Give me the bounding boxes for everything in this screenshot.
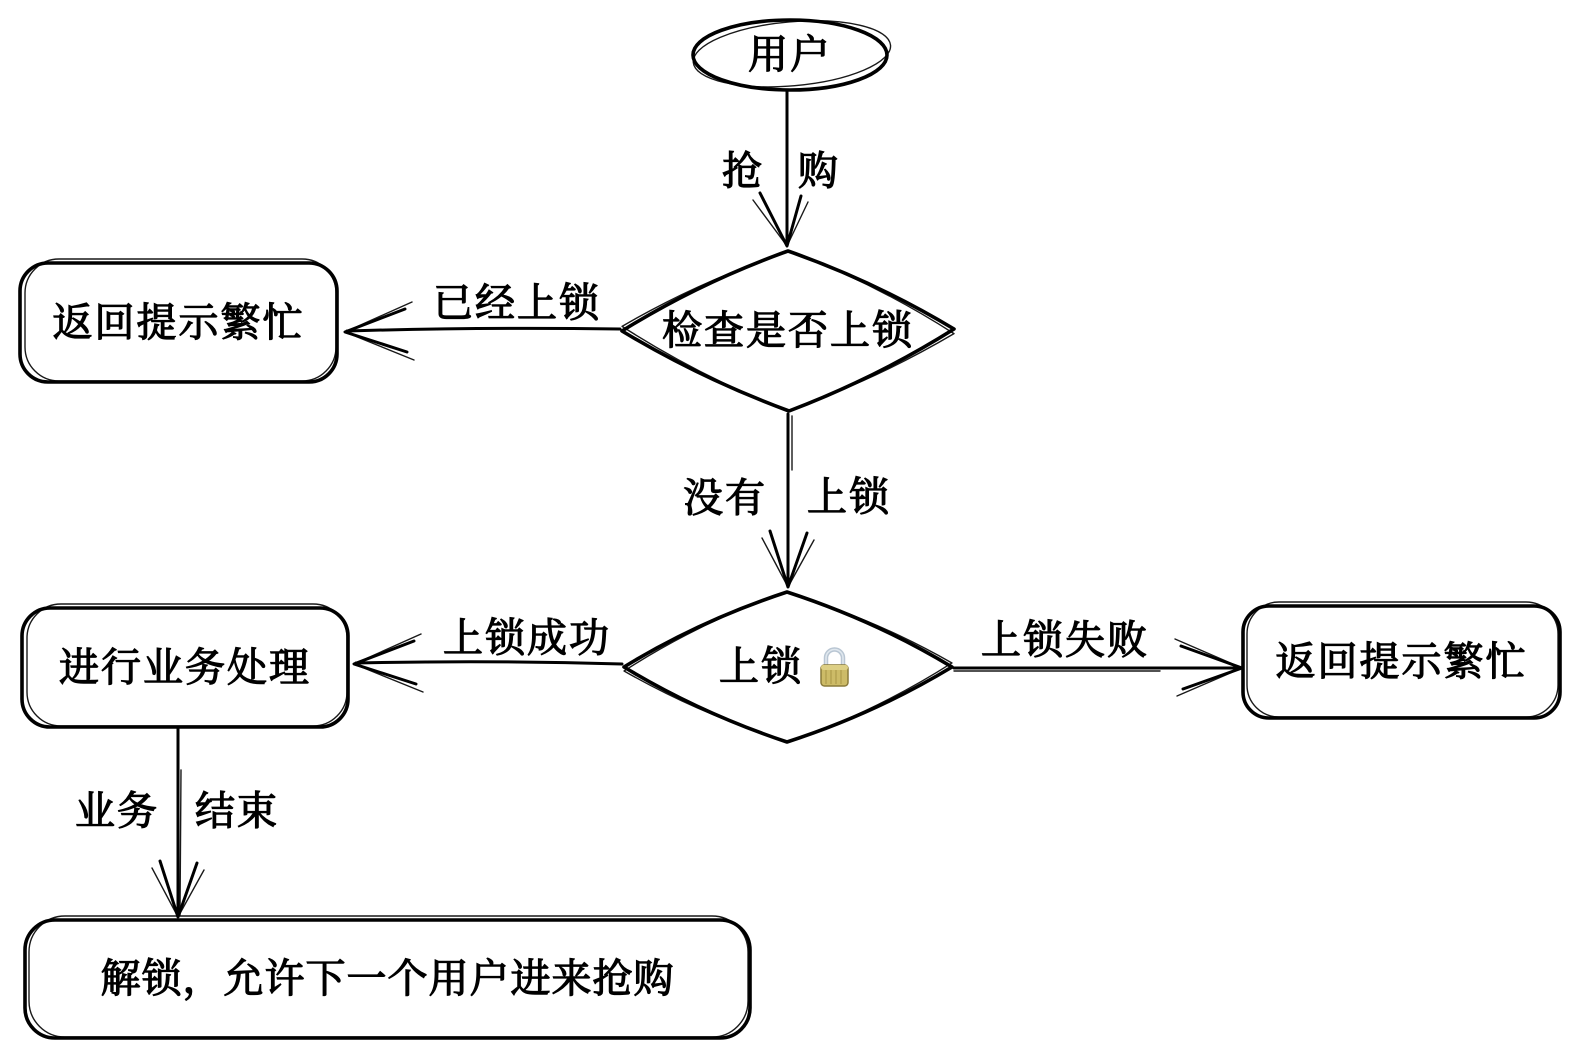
node-check-lock [622, 251, 954, 411]
node-lock [624, 592, 952, 742]
edge-lock-to-busy-right-label: 上锁失败 [981, 618, 1149, 663]
edge-process-to-unlock-label-right: 结束 [195, 789, 279, 834]
node-lock-label: 上锁 [719, 645, 803, 689]
node-busy-right [1243, 606, 1560, 718]
edge-check-to-busy-left-label: 已经上锁 [433, 281, 601, 326]
node-busy-right-label: 返回提示繁忙 [1275, 640, 1528, 684]
edge-check-to-lock-label-left: 没有 [683, 476, 767, 521]
node-unlock-label: 解锁，允许下一个用户进来抢购 [100, 957, 675, 1001]
node-process-label: 进行业务处理 [59, 645, 311, 690]
node-busy-left-label: 返回提示繁忙 [52, 300, 305, 345]
edge-process-to-unlock-label-left: 业务 [75, 789, 159, 834]
edge-user-to-check-label-right: 购 [798, 149, 840, 194]
node-process [22, 608, 348, 727]
node-user-label: 用户 [748, 33, 832, 77]
edge-user-to-check-label-left: 抢 [722, 149, 764, 194]
edge-lock-to-process-label: 上锁成功 [443, 616, 611, 661]
node-check-lock-label: 检查是否上锁 [662, 309, 914, 353]
node-unlock [25, 920, 750, 1038]
edge-check-to-lock-label-right: 上锁 [807, 475, 891, 520]
node-busy-left [20, 263, 337, 382]
node-user [693, 20, 887, 90]
lock-emoji-icon [811, 644, 857, 690]
